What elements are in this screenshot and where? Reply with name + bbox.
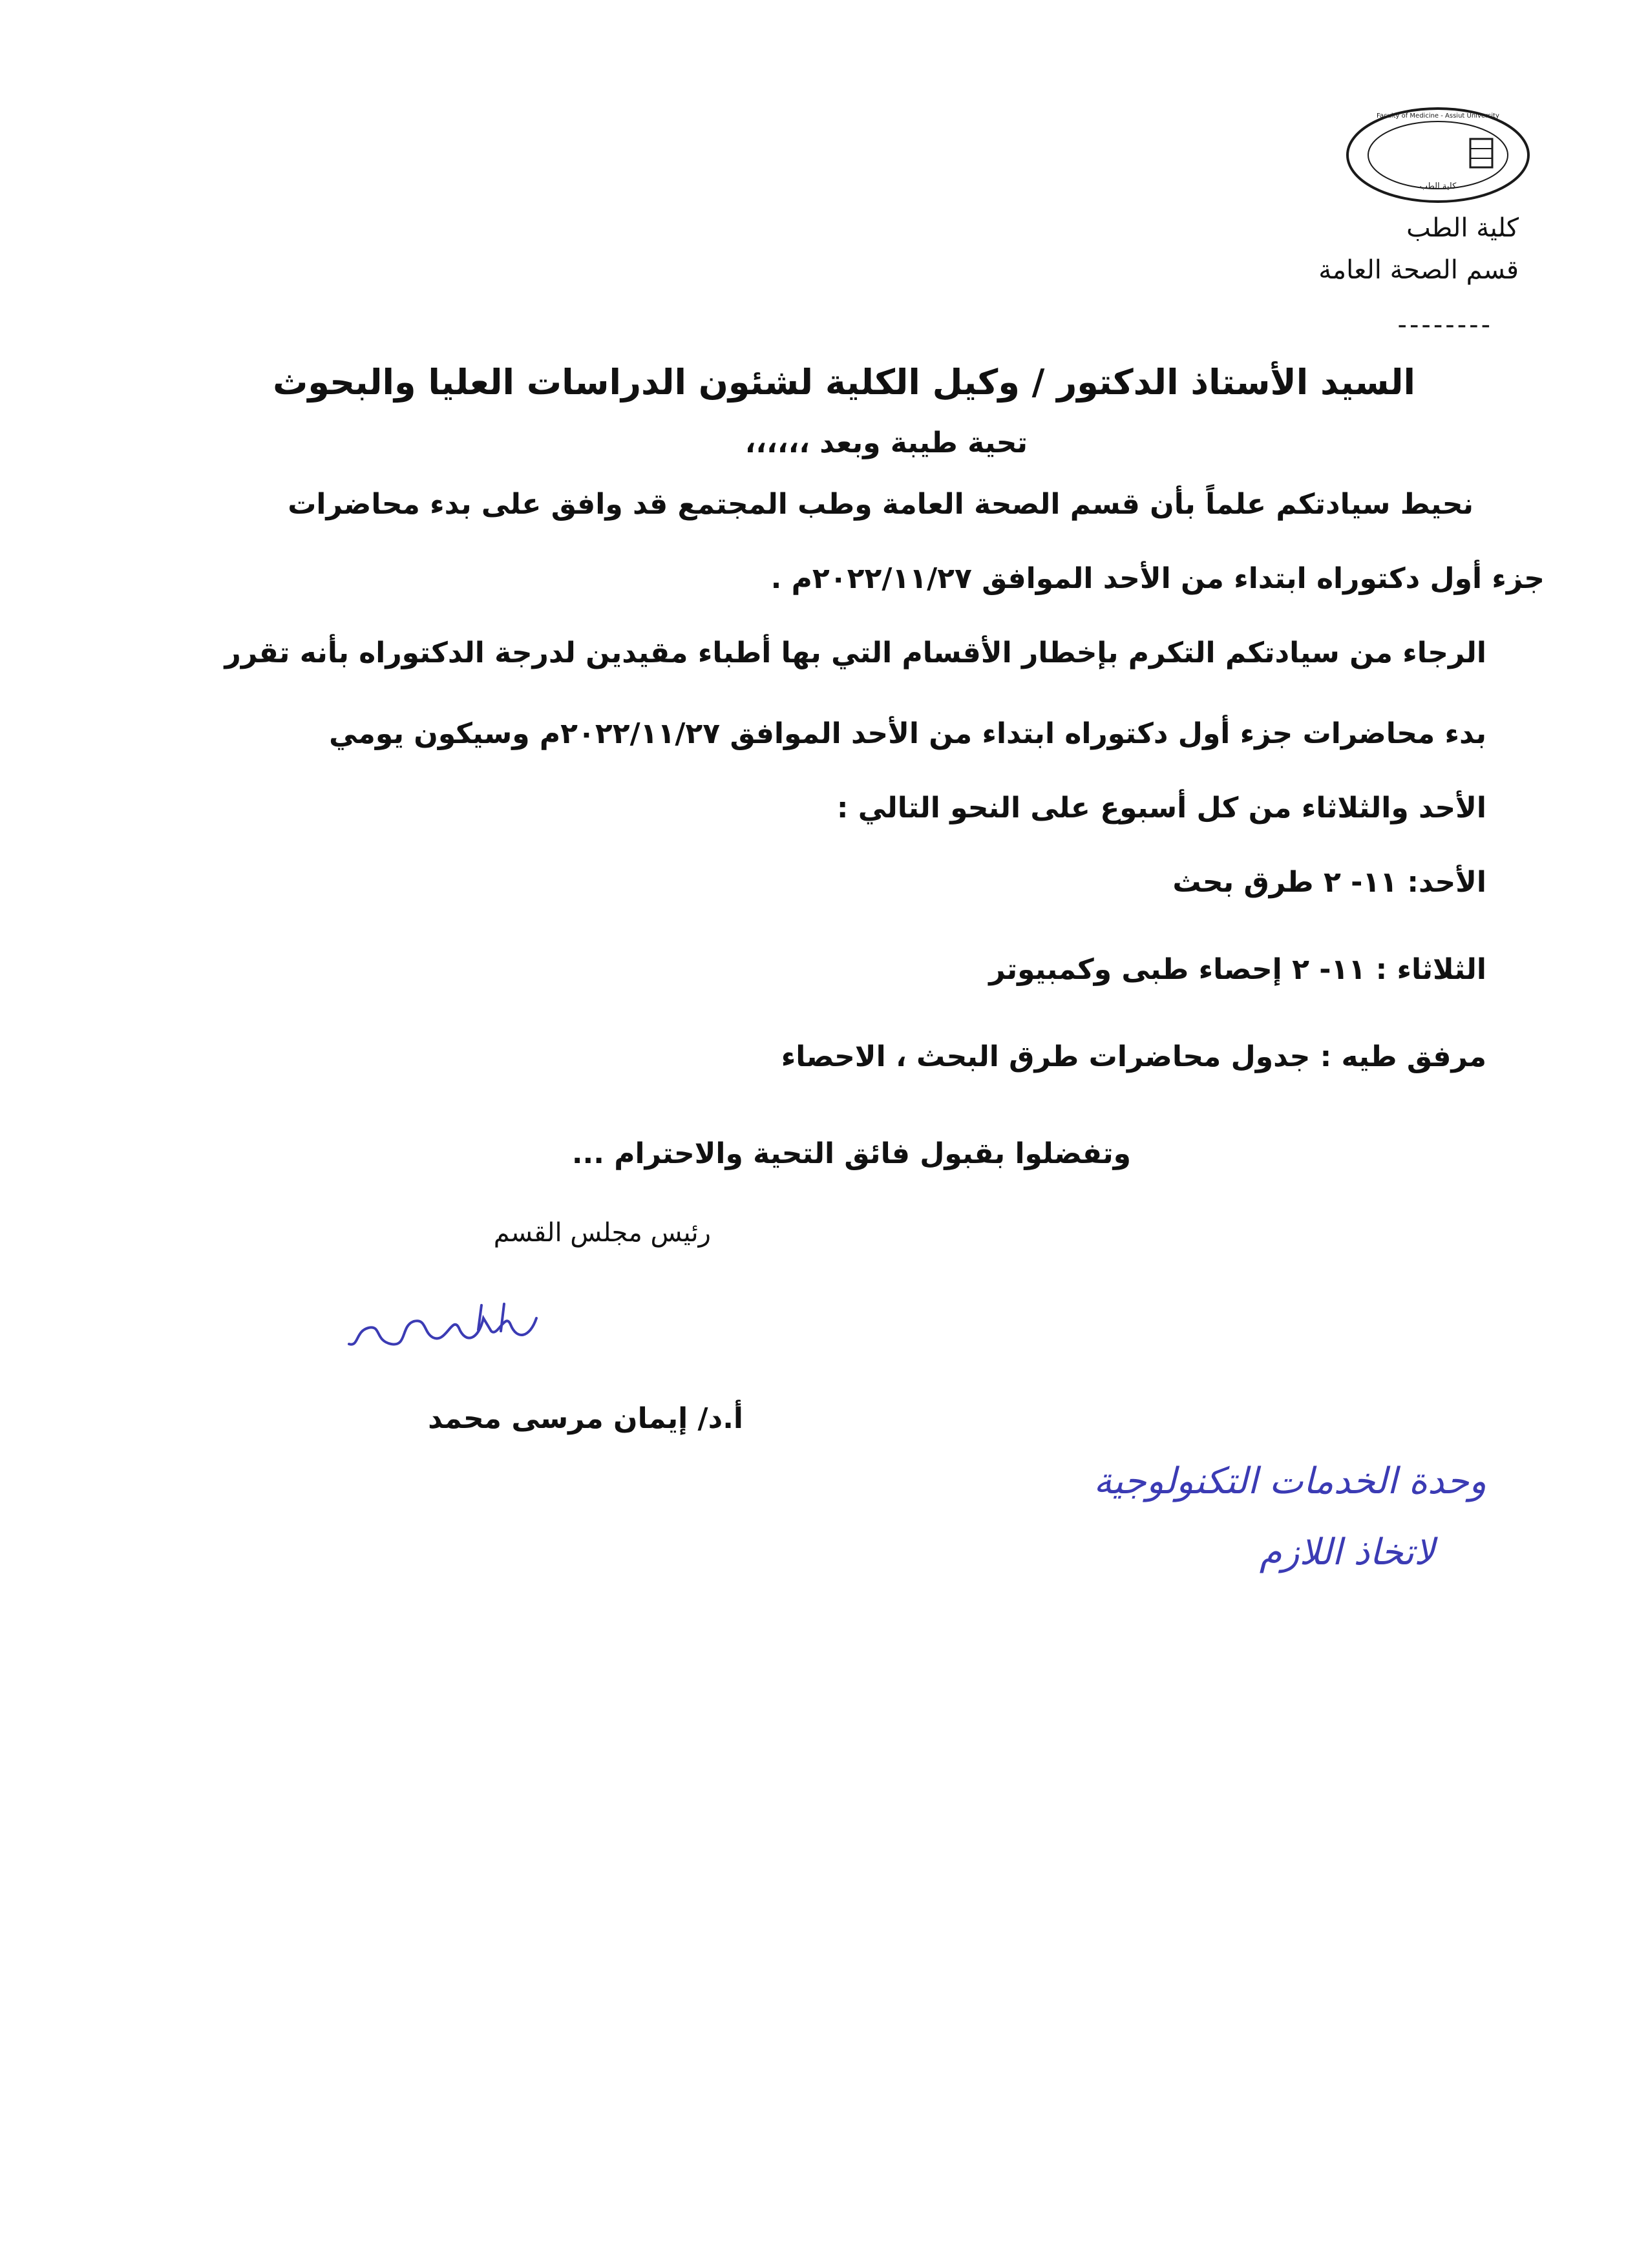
handwritten-note-line2: لاتخاذ اللازم [1259, 1531, 1435, 1573]
paragraph2-line2: بدء محاضرات جزء أول دكتوراه ابتداء من الأحد الموافق ٢٠٢٢/١١/٢٧م وسيكون يومي [329, 717, 1486, 750]
department-name: قسم الصحة العامة [1318, 255, 1519, 285]
faculty-name: كلية الطب [1406, 213, 1519, 243]
svg-text:كلية الطب: كلية الطب [1419, 182, 1457, 191]
svg-text:Faculty of Medicine - Assiut U: Faculty of Medicine - Assiut University [1377, 112, 1499, 120]
paragraph1-line2: جزء أول دكتوراه ابتداء من الأحد الموافق ٢٠٢٢/١١/٢٧م . [770, 562, 1545, 595]
paragraph2-line3: الأحد والثلاثاء من كل أسبوع على النحو التالي : [836, 792, 1486, 824]
addressee: السيد الأستاذ الدكتور / وكيل الكلية لشئون الدراسات العليا والبحوث [273, 362, 1415, 403]
schedule-sunday: الأحد: ١١- ٢ طرق بحث [1172, 866, 1486, 899]
paragraph1-line1: نحيط سيادتكم علماً بأن قسم الصحة العامة وطب المجتمع قد وافق على بدء محاضرات [288, 488, 1474, 521]
handwritten-note-line1: وحدة الخدمات التكنولوجية [1093, 1460, 1486, 1502]
signatory-name: أ.د/ إيمان مرسى محمد [428, 1402, 743, 1435]
schedule-tuesday: الثلاثاء : ١١- ٢ إحصاء طبى وكمبيوتر [989, 953, 1486, 986]
handwritten-note [892, 1447, 1512, 1602]
signatory-title: رئيس مجلس القسم [493, 1218, 711, 1248]
header-separator: -------- [1397, 310, 1493, 340]
faculty-seal-logo [1341, 103, 1535, 207]
attachment-note: مرفق طيه : جدول محاضرات طرق البحث ، الاحصاء [781, 1040, 1486, 1073]
closing-line: وتفضلوا بقبول فائق التحية والاحترام ... [571, 1137, 1131, 1170]
greeting: تحية طيبة وبعد ،،،،،، [745, 426, 1028, 459]
paragraph2-line1: الرجاء من سيادتكم التكرم بإخطار الأقسام التي بها أطباء مقيدين لدرجة الدكتوراه بأنه تقرر [224, 636, 1486, 669]
signature [336, 1292, 549, 1363]
